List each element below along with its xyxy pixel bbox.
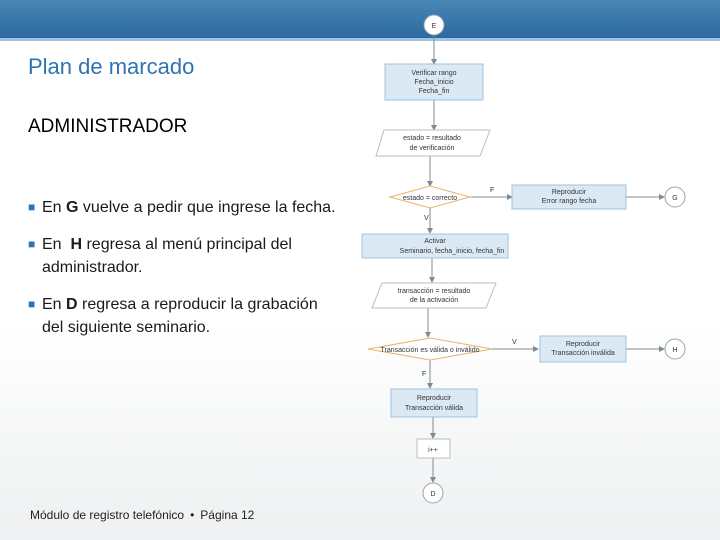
io-transaccion-resultado-line2: de la activación: [409, 297, 459, 304]
bullet-key: G: [66, 199, 79, 216]
io-transaccion-resultado: [372, 283, 496, 308]
connector-g-label: G: [672, 195, 678, 202]
process-activate-line1: Activar: [424, 238, 446, 245]
decision-1-true-label: V: [424, 215, 429, 222]
bullet-text: En: [42, 236, 71, 253]
process-ok-transaccion-line1: Reproducir: [416, 395, 452, 402]
page-number: Página 12: [200, 508, 255, 522]
connector-start-label: E: [431, 23, 437, 30]
connector-h-label: H: [672, 347, 678, 354]
io-estado-resultado: [376, 130, 490, 156]
decision-estado-correcto-label: estado = correcto: [402, 195, 458, 202]
decision-transaccion-label: Transacción es válida o inválido: [380, 347, 480, 354]
process-verify-range-line2: Fecha_inicio: [414, 79, 454, 86]
bullet-text: En: [42, 296, 67, 313]
process-error-transaccion: [540, 336, 626, 362]
slide-title: Plan de marcado: [28, 54, 195, 79]
decision-1-false-label: F: [490, 187, 495, 194]
bullet-square-icon: ■: [28, 200, 36, 214]
bullet-key: H: [70, 236, 83, 253]
process-verify-range-line1: Verificar rango: [411, 70, 457, 77]
bullet-key: D: [66, 296, 78, 313]
decision-2-true-label: V: [512, 339, 517, 346]
bullet-text: vuelve a pedir que ingrese la fecha.: [78, 199, 336, 216]
connector-d-label: D: [430, 491, 436, 498]
process-error-transaccion-line1: Reproducir: [565, 341, 601, 348]
bullet-text: regresa a reproducir la grabación del siguiente seminario.: [42, 296, 318, 336]
process-increment-label: i++: [428, 447, 438, 454]
process-ok-transaccion-line2: Transacción válida: [404, 405, 464, 412]
decision-2-false-label: F: [422, 371, 427, 378]
bullet-square-icon: ■: [28, 297, 36, 311]
slide-subtitle: ADMINISTRADOR: [28, 116, 188, 137]
process-error-range-line1: Reproducir: [551, 189, 587, 196]
footer-separator: •: [190, 508, 195, 522]
process-verify-range-line3: Fecha_fin: [418, 88, 450, 95]
bullet-text: En: [42, 199, 67, 216]
process-activate-line2: Seminario, fecha_inicio, fecha_fin: [399, 248, 505, 255]
process-error-transaccion-line2: Transacción inválida: [551, 350, 615, 357]
io-estado-resultado-line2: de verificación: [409, 145, 455, 152]
io-estado-resultado-line1: estado = resultado: [403, 135, 461, 142]
bullet-square-icon: ■: [28, 237, 36, 251]
process-ok-transaccion: [391, 389, 477, 417]
footer-text: Módulo de registro telefónico: [30, 508, 185, 522]
process-error-range-line2: Error rango fecha: [541, 198, 597, 205]
bullet-text: regresa al menú principal del administrador.: [42, 236, 292, 276]
io-transaccion-resultado-line1: transacción = resultado: [397, 288, 471, 295]
